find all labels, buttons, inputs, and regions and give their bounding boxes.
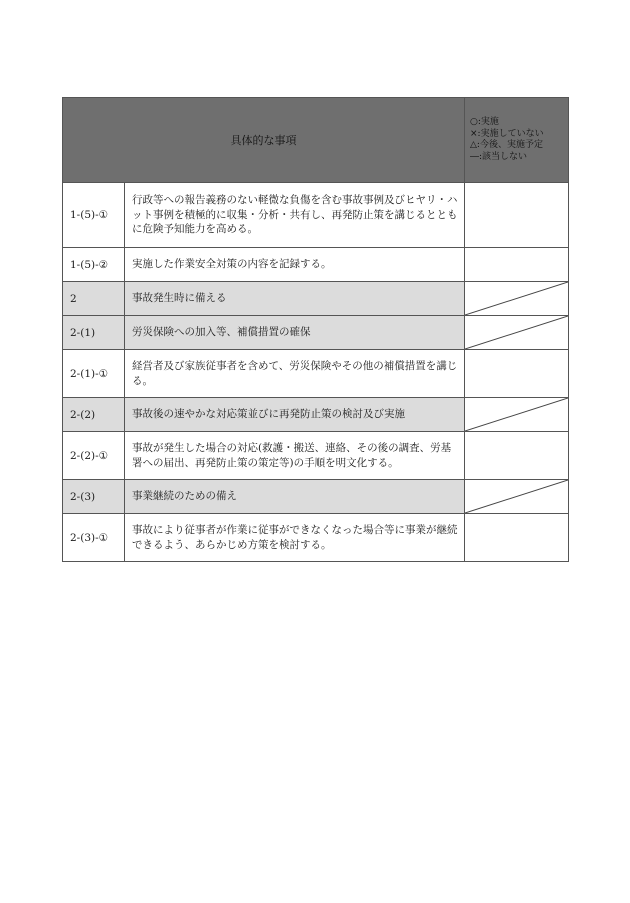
diagonal-slash-icon (465, 316, 568, 349)
check-mark-cell[interactable] (465, 183, 569, 248)
table-row (63, 248, 569, 282)
item-description: 事業継続のための備え (125, 480, 465, 514)
check-mark-cell[interactable] (465, 248, 569, 282)
slash-line (465, 316, 568, 349)
legend-done: ○:実施 (470, 117, 499, 127)
check-mark-cell[interactable] (465, 350, 569, 398)
table-body (63, 183, 569, 562)
item-description: 経営者及び家族従事者を含めて、労災保険やその他の補償措置を講じる。 (125, 350, 465, 398)
item-description: 事故発生時に備える (125, 282, 465, 316)
table-row (63, 432, 569, 480)
item-description: 事故が発生した場合の対応(救護・搬送、連絡、その後の調査、労基署への届出、再発防止策の策定等)の手順を明文化する。 (125, 432, 465, 480)
item-description: 実施した作業安全対策の内容を記録する。 (125, 248, 465, 282)
table-header-row (63, 98, 569, 183)
item-description: 事故により従事者が作業に従事ができなくなった場合等に事業が継続できるよう、あらかじめ方策を検討する。 (125, 514, 465, 562)
table-row (63, 282, 569, 316)
item-description: 事故後の速やかな対応策並びに再発防止策の検討及び実施 (125, 398, 465, 432)
table-row (63, 316, 569, 350)
table-row (63, 183, 569, 248)
legend-not-applicable: ―:該当しない (470, 151, 528, 162)
diagonal-slash-icon (465, 398, 568, 431)
item-number: 2 (63, 282, 125, 316)
item-description: 行政等への報告義務のない軽微な負傷を含む事故事例及びヒヤリ・ハット事例を積極的に収集・分析・共有し、再発防止策を講じるとともに危険予知能力を高める。 (125, 183, 465, 248)
item-number: 2-(2) (63, 398, 125, 432)
item-number: 2-(3) (63, 480, 125, 514)
item-description: 労災保険への加入等、補償措置の確保 (125, 316, 465, 350)
legend-planned: △:今後、実施予定 (470, 140, 543, 150)
item-number: 1-(5)-② (63, 248, 125, 282)
item-number: 2-(1) (63, 316, 125, 350)
header-title: 具体的な事項 (63, 98, 465, 183)
item-number: 2-(1)-① (63, 350, 125, 398)
table-row (63, 514, 569, 562)
item-number: 2-(3)-① (63, 514, 125, 562)
diagonal-slash-icon (465, 480, 568, 513)
check-cell-not-required (465, 398, 569, 432)
safety-checklist-table (62, 97, 569, 562)
diagonal-slash-icon (465, 282, 568, 315)
legend-not-done: ×:実施していない (470, 128, 544, 139)
check-cell-not-required (465, 316, 569, 350)
check-cell-not-required (465, 282, 569, 316)
item-number: 2-(2)-① (63, 432, 125, 480)
check-mark-cell[interactable] (465, 514, 569, 562)
legend-cell (465, 98, 569, 183)
check-cell-not-required (465, 480, 569, 514)
slash-line (465, 398, 568, 431)
table-row (63, 480, 569, 514)
check-mark-cell[interactable] (465, 432, 569, 480)
table-row (63, 350, 569, 398)
table-row (63, 398, 569, 432)
slash-line (465, 282, 568, 315)
slash-line (465, 480, 568, 513)
item-number: 1-(5)-① (63, 183, 125, 248)
